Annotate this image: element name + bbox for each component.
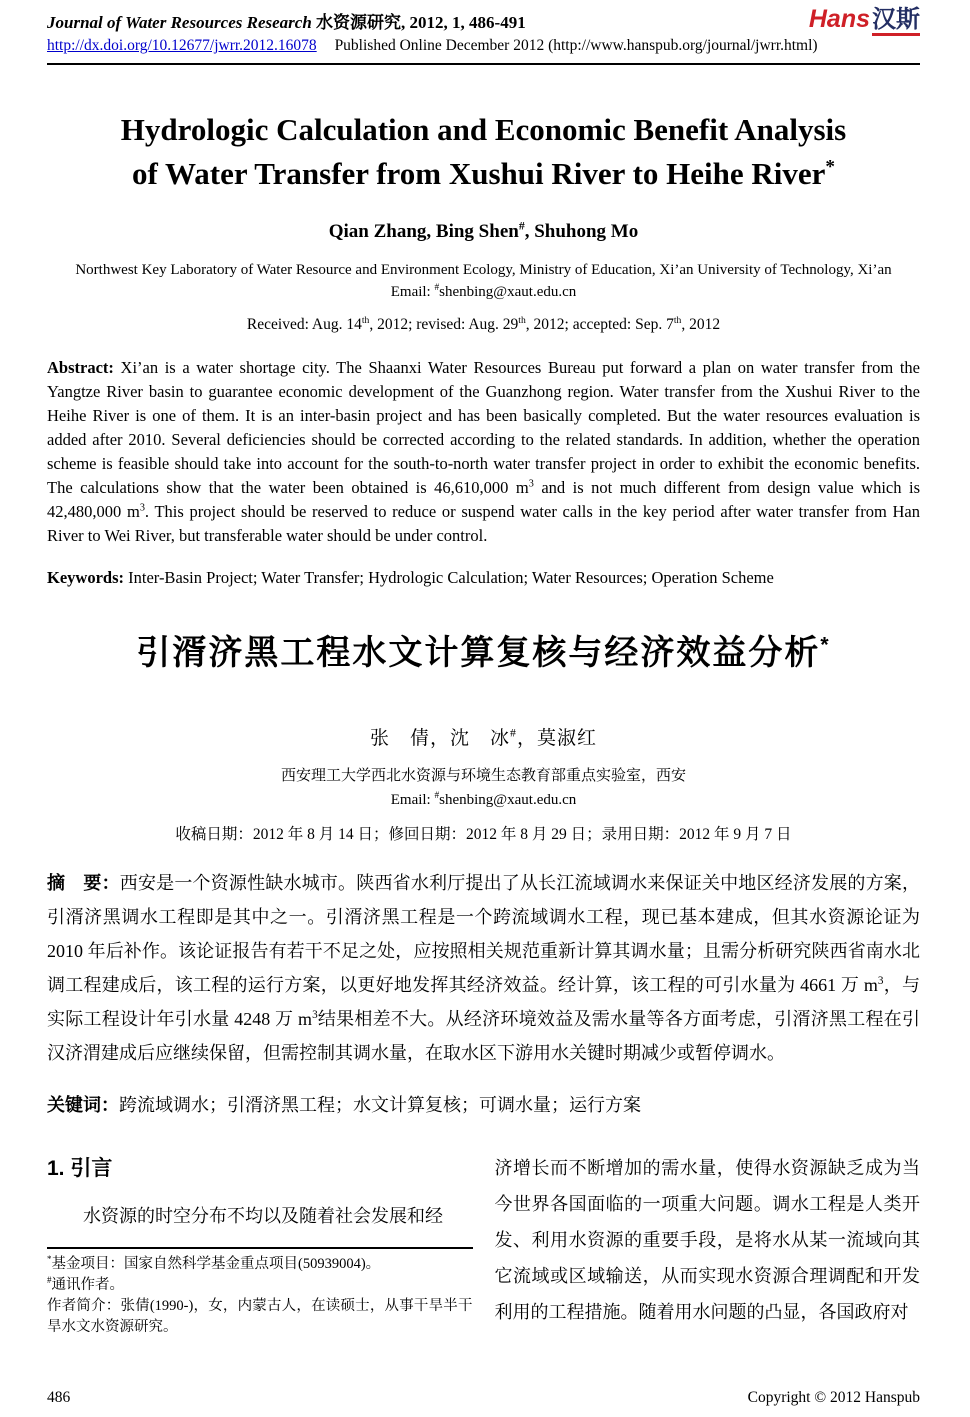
received-dates-en (47, 316, 920, 334)
doi-link[interactable]: http://dx.doi.org/10.12677/jwrr.2012.16078 (47, 37, 317, 54)
footnote-corresponding (47, 1275, 473, 1296)
article-title-cn-text: 引湑济黑工程水文计算复核与经济效益分析 (136, 633, 821, 672)
footnote-bio (47, 1296, 473, 1338)
abstract-en (47, 356, 920, 548)
email-label-en: Email: (390, 284, 435, 300)
abstract-label-cn: 摘 要： (47, 872, 120, 893)
received-part3: , 2012; accepted: Sep. 7 (525, 316, 674, 333)
doi-line (47, 37, 920, 55)
authors-en (47, 221, 920, 243)
hans-logo[interactable] (809, 6, 920, 36)
received-part2: , 2012; revised: Aug. 29 (369, 316, 519, 333)
abstract-en-sup1: 3 (528, 478, 534, 490)
email-address-en: shenbing@xaut.edu.cn (439, 284, 577, 300)
abstract-cn-sup2: 3 (312, 1008, 318, 1021)
left-column (47, 1148, 473, 1338)
footnote-bio-text: 作者简介：张倩(1990-)，女，内蒙古人，在读硕士，从事干旱半干旱水文水资源研究。 (47, 1297, 473, 1335)
received-part4: , 2012 (681, 316, 721, 333)
affiliation-cn-line1: 西安理工大学西北水资源与环境生态教育部重点实验室，西安 (280, 767, 686, 784)
authors-cn-mark: # (510, 726, 517, 740)
keywords-label-en: Keywords: (47, 567, 124, 587)
abstract-en-part1: Xi’an is a water shortage city. The Shaanxi Water Resources Bureau put forward a plan on water transfer from the Yangtze River basin to guarantee economic development of the Guanzhong region. Water transfer from the Xushui River to the Heihe River is one of them. It is an inter-basin project and has been basically completed. But the water resources evaluation is added after 2010. Several deficiencies should be corrected according to the related standards. In addition, whether the operation scheme is feasible should take into account for the south-to-north water transfer project in order to exhibit the economic benefits. The calculations show that the water been obtained is 46,610,000 m (47, 358, 920, 497)
published-info: Published Online December 2012 (http://www.hanspub.org/journal/jwrr.html) (334, 37, 818, 54)
corresponding-author-mark: # (518, 219, 525, 233)
hans-logo-text-cn: 汉斯 (872, 6, 920, 36)
copyright: Copyright © 2012 Hanspub (747, 1389, 920, 1406)
title-cn-footnote-mark: * (820, 633, 831, 657)
right-column (495, 1148, 921, 1338)
affiliation-cn (47, 764, 920, 812)
journal-name-cn: 水资源研究, 2012, 1, 486-491 (316, 13, 526, 32)
received-sup2: th (518, 314, 526, 326)
authors-cn (47, 723, 920, 750)
section-1-right-text: 济增长而不断增加的需水量，使得水资源缺乏成为当今世界各国面临的一项重大问题。调水工程是人类开发、利用水资源的重要手段，是将水从某一流域向其它流域或区域输送，从而实现水资源合理调配和开发利用的工程措施。随着用水问题的凸显，各国政府对 (494, 1157, 920, 1322)
footnote-corresponding-text: 通讯作者。 (51, 1276, 124, 1293)
footnote-fund (47, 1254, 473, 1275)
article-title-en (47, 108, 920, 196)
footnote-fund-text: 基金项目：国家自然科学基金重点项目(50939004)。 (51, 1255, 381, 1272)
article-title-cn (47, 625, 920, 674)
footnote-fund-mark: * (47, 1253, 52, 1264)
authors-en-part1: Qian Zhang, Bing Shen (328, 221, 519, 242)
page-number: 486 (47, 1389, 71, 1406)
keywords-label-cn: 关键词： (47, 1094, 119, 1115)
keywords-en-text: Inter-Basin Project; Water Transfer; Hydrologic Calculation; Water Resources; Operation Scheme (124, 567, 774, 587)
abstract-label-en: Abstract: (47, 358, 114, 377)
abstract-en-part3: . This project should be reserved to reduce or suspend water calls in the key period after water transfer from Han River to Wei River, but transferable water should be under control. (47, 502, 920, 545)
journal-header (47, 5, 920, 65)
authors-cn-part1: 张 倩，沈 冰 (370, 727, 511, 749)
page-footer (47, 1389, 920, 1407)
affiliation-en (47, 259, 920, 303)
keywords-cn (47, 1088, 920, 1122)
abstract-cn-part2: ，与实际工程设计年引水量 4248 万 m (47, 974, 921, 1029)
abstract-en-part2: and is not much different from design value which is 42,480,000 m (47, 478, 920, 521)
authors-en-part2: , Shuhong Mo (524, 221, 639, 242)
authors-cn-part2: ，莫淑红 (516, 727, 597, 749)
footnote-divider (47, 1247, 473, 1249)
email-sup-en: # (434, 283, 440, 293)
abstract-cn-sup1: 3 (877, 974, 884, 987)
journal-title-line (47, 8, 920, 33)
received-sup3: th (673, 314, 682, 326)
affiliation-en-line1: Northwest Key Laboratory of Water Resource and Environment Ecology, Ministry of Education, Xi’an University of Technology, Xi’an (75, 262, 892, 278)
keywords-cn-text: 跨流域调水；引湑济黑工程；水文计算复核；可调水量；运行方案 (119, 1094, 641, 1115)
two-column-body (47, 1148, 920, 1338)
received-part1: Received: Aug. 14 (246, 316, 362, 333)
abstract-cn-part3: 结果相差不大。从经济环境效益及需水量等各方面考虑，引湑济黑工程在引汉济渭建成后应继续保留，但需控制其调水量，在取水区下游用水关键时期减少或暂停调水。 (47, 1008, 921, 1063)
article-title-line2: of Water Transfer from Xushui River to Heihe River (131, 156, 826, 191)
section-1-heading: 1. 引言 (47, 1156, 113, 1180)
title-footnote-mark: * (825, 156, 836, 178)
abstract-cn (47, 866, 920, 1070)
keywords-en (47, 565, 920, 590)
article-title-line1: Hydrologic Calculation and Economic Benefit Analysis (120, 112, 847, 147)
email-sup-cn: # (434, 790, 440, 801)
received-dates-cn: 收稿日期：2012 年 8 月 14 日；修回日期：2012 年 8 月 29 日；录用日期：2012 年 9 月 7 日 (175, 825, 792, 843)
abstract-en-sup2: 3 (139, 502, 145, 514)
email-address-cn: shenbing@xaut.edu.cn (439, 791, 577, 808)
abstract-cn-part1: 西安是一个资源性缺水城市。陕西省水利厅提出了从长江流域调水来保证关中地区经济发展的方案，引湑济黑调水工程即是其中之一。引湑济黑工程是一个跨流域调水工程，现已基本建成，但其水资源论证为 2010 年后补作。该论证报告有若干不足之处，应按照相关规范重新计算其调水量；且需分析研究陕西省南水北调工程建成后，该工程的运行方案，以更好地发挥其经济效益。经计算，该工程的可引水量为 4661 万 m (47, 872, 920, 995)
footnote-corresponding-mark: # (47, 1274, 52, 1285)
hans-logo-text-en: Hans (808, 5, 870, 33)
received-sup1: th (361, 314, 370, 326)
journal-name-en: Journal of Water Resources Research (47, 13, 312, 32)
section-1-left-text: 水资源的时空分布不均以及随着社会发展和经 (83, 1205, 443, 1226)
email-label-cn: Email: (390, 791, 435, 808)
